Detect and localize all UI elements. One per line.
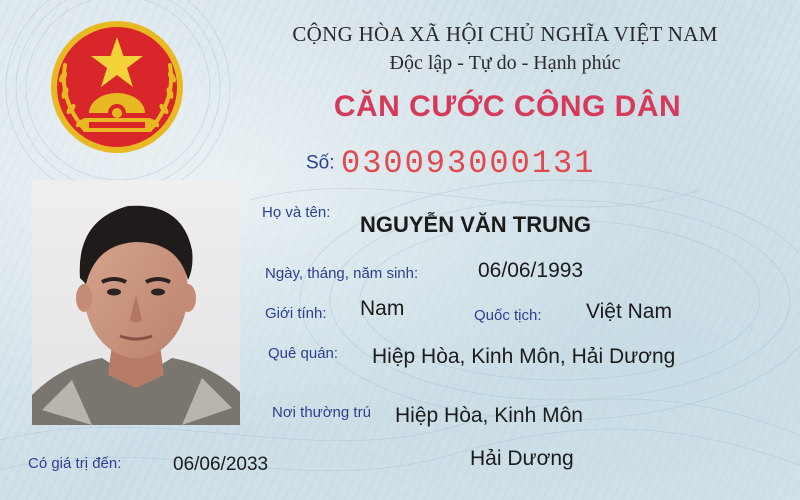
expiry-label: Có giá trị đến:	[28, 455, 122, 472]
residence-label: Nơi thường trú	[272, 404, 371, 421]
dob-label: Ngày, tháng, năm sinh:	[265, 265, 419, 282]
sex-value: Nam	[360, 297, 405, 320]
sex-label: Giới tính:	[265, 305, 327, 322]
nationality-label: Quốc tịch:	[474, 307, 542, 324]
national-emblem	[45, 15, 190, 160]
motto-subheader: Độc lập - Tự do - Hạnh phúc	[389, 52, 621, 74]
nation-header: CỘNG HÒA XÃ HỘI CHỦ NGHĨA VIỆT NAM	[292, 22, 718, 46]
card-title: CĂN CƯỚC CÔNG DÂN	[333, 90, 682, 123]
residence-value-line2: Hải Dương	[470, 447, 574, 470]
id-number-row	[306, 145, 595, 182]
name-label: Họ và tên:	[262, 204, 331, 221]
id-number-value: 030093000131	[340, 145, 596, 182]
expiry-value: 06/06/2033	[173, 454, 269, 475]
nationality-value: Việt Nam	[586, 300, 672, 323]
residence-value-line1: Hiệp Hòa, Kinh Môn	[395, 404, 583, 427]
hometown-label: Quê quán:	[268, 345, 339, 362]
dob-value: 06/06/1993	[478, 259, 584, 282]
name-value: NGUYỄN VĂN TRUNG	[360, 212, 592, 237]
portrait-photo	[32, 180, 240, 425]
id-number-label: Số:	[306, 152, 335, 174]
hometown-value: Hiệp Hòa, Kinh Môn, Hải Dương	[372, 345, 676, 368]
